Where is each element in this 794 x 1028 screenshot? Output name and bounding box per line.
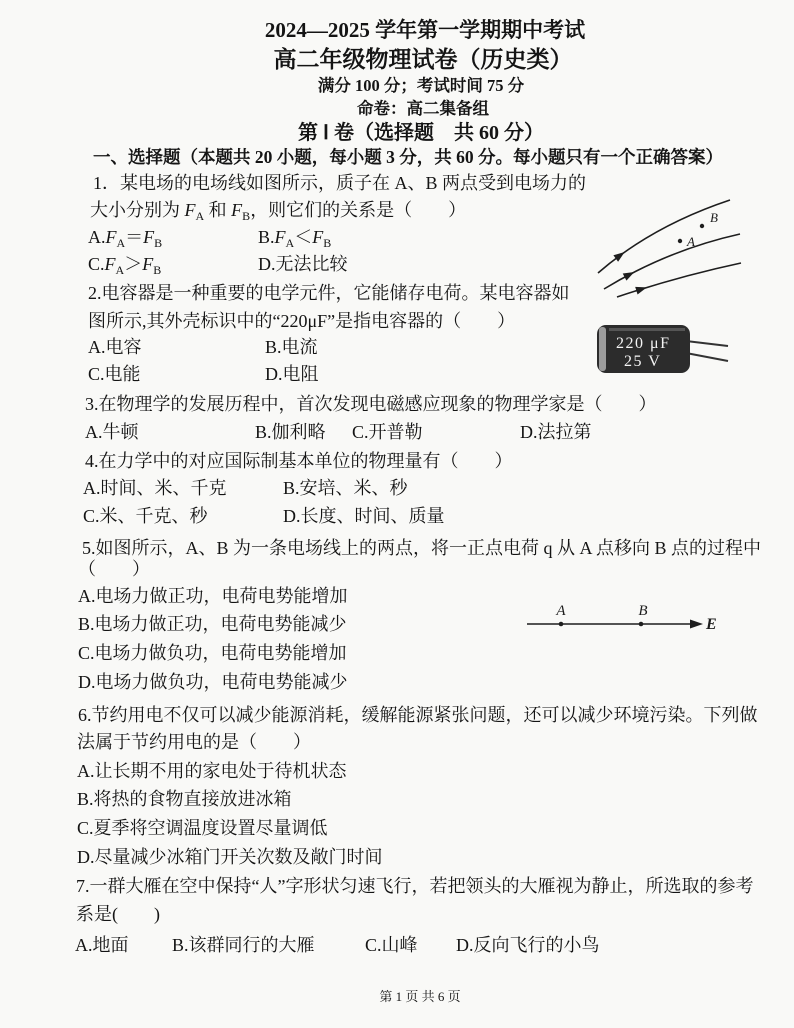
capacitance-label: 220 μF: [616, 335, 671, 352]
field-line-bottom: [617, 263, 741, 297]
q7-stem-line1: 7.一群大雁在空中保持“人”字形状匀速飞行，若把领头的大雁视为静止，所选取的参考: [76, 876, 754, 896]
capacitor-figure: [592, 318, 732, 380]
arrowhead-icon: [690, 620, 703, 629]
field-direction-label: E: [706, 616, 717, 633]
q6-option-c: C.夏季将空调温度设置尽量调低: [77, 818, 328, 838]
q5-option-c: C.电场力做负功，电荷电势能增加: [78, 643, 347, 663]
q4-option-b: B.安培、米、秒: [283, 478, 408, 498]
voltage-label: 25 V: [624, 353, 662, 370]
field-line-ab-figure: [520, 598, 720, 638]
arrowhead-icon: [623, 268, 636, 280]
option-label: D.: [258, 254, 276, 274]
q1-option-c: [88, 254, 162, 277]
point-a-label: A: [556, 603, 566, 619]
subscript: B: [242, 209, 251, 223]
q7-stem-line2: 系是( ): [76, 904, 160, 924]
point-a: [678, 239, 682, 243]
relation-symbol: ＜: [294, 227, 313, 247]
q4-option-c: C.米、千克、秒: [83, 506, 208, 526]
point-b-label: B: [710, 210, 718, 225]
q1-option-b: [258, 227, 332, 250]
q7-option-a: A.地面: [75, 935, 129, 955]
q5-stem-line2: （ ）: [78, 559, 150, 579]
q6-stem-line1: 6.节约用电不仅可以减少能源消耗，缓解能源紧张问题，还可以减少环境污染。下列做: [78, 705, 758, 725]
option-label: C.: [88, 254, 105, 274]
option-text: 无法比较: [275, 254, 348, 274]
exam-title: 2024—2025 学年第一学期期中考试: [264, 18, 586, 42]
force-symbol: F: [274, 227, 286, 247]
point-b: [639, 622, 644, 627]
q6-stem-line2: 法属于节约用电的是（ ）: [77, 732, 311, 752]
q3-option-d: D.法拉第: [520, 422, 592, 442]
q2-option-c: C.电能: [88, 364, 141, 384]
q1-option-d: [258, 255, 348, 273]
q1-stem-text: 大小分别为: [90, 200, 185, 220]
subscript: A: [285, 236, 295, 250]
q3-stem-line1: 3.在物理学的发展历程中，首次发现电磁感应现象的物理学家是（ ）: [85, 394, 657, 414]
point-b: [700, 224, 704, 228]
q2-stem-line1: 2.电容器是一种重要的电学元件，它能储存电荷。某电容器如: [88, 283, 570, 303]
paper-title: 高二年级物理试卷（历史类）: [273, 47, 573, 72]
q6-option-b: B.将热的食物直接放进冰箱: [77, 789, 292, 809]
force-symbol: F: [142, 254, 154, 274]
q2-option-b: B.电流: [265, 337, 318, 357]
capacitor-highlight: [609, 328, 685, 331]
force-symbol: F: [104, 254, 116, 274]
q6-option-a: A.让长期不用的家电处于待机状态: [77, 761, 347, 781]
q4-option-a: A.时间、米、千克: [83, 478, 227, 498]
q5-option-b: B.电场力做正功，电荷电势能减少: [78, 614, 347, 634]
force-symbol: F: [184, 200, 196, 220]
q3-option-c: C.开普勒: [352, 422, 423, 442]
capacitor-lead-lower: [686, 353, 728, 361]
author-info: 命卷：高二集备组: [357, 99, 489, 118]
part-title: 第 Ⅰ 卷（选择题 共 60 分）: [298, 122, 544, 144]
q5-option-d: D.电场力做负功，电荷电势能减少: [78, 672, 348, 692]
subscript: B: [154, 236, 163, 250]
force-symbol: F: [143, 227, 155, 247]
score-time-info: 满分 100 分；考试时间 75 分: [317, 76, 525, 95]
q7-option-b: B.该群同行的大雁: [172, 935, 315, 955]
subscript: A: [195, 209, 205, 223]
q7-option-c: C.山峰: [365, 935, 418, 955]
force-symbol: F: [312, 227, 324, 247]
q3-option-a: A.牛顿: [85, 422, 139, 442]
subscript: A: [116, 236, 126, 250]
option-label: B.: [258, 227, 275, 247]
option-label: A.: [88, 227, 106, 247]
capacitor-end-band: [599, 327, 606, 371]
section-heading: 一、选择题（本题共 20 小题，每小题 3 分，共 60 分。每小题只有一个正确答案）: [93, 147, 723, 167]
q4-option-d: D.长度、时间、质量: [283, 506, 445, 526]
force-symbol: F: [105, 227, 117, 247]
subscript: B: [323, 236, 332, 250]
subscript: A: [115, 263, 125, 277]
arrowhead-icon: [635, 284, 648, 295]
q1-stem-text: ，则它们的关系是（ ）: [250, 200, 467, 220]
point-a-label: A: [687, 234, 695, 249]
point-b-label: B: [638, 603, 648, 619]
q2-option-a: A.电容: [88, 337, 142, 357]
subscript: B: [153, 263, 162, 277]
q1-stem-line2: [90, 200, 467, 223]
relation-symbol: ＞: [124, 254, 143, 274]
capacitor-lead-upper: [686, 341, 728, 346]
page-number: 第 1 页 共 6 页: [379, 989, 461, 1004]
point-a: [559, 622, 564, 627]
force-symbol: F: [231, 200, 243, 220]
q1-stem-line1: 1．某电场的电场线如图所示，质子在 A、B 两点受到电场力的: [93, 173, 587, 193]
q4-stem-line1: 4.在力学中的对应国际制基本单位的物理量有（ ）: [85, 451, 513, 471]
electric-field-lines-figure: [588, 192, 743, 304]
q1-stem-text: 和: [204, 200, 232, 220]
q7-option-d: D.反向飞行的小鸟: [456, 935, 600, 955]
q1-option-a: [88, 227, 163, 250]
q2-option-d: D.电阻: [265, 364, 319, 384]
q5-stem-line1: 5.如图所示，A、B 为一条电场线上的两点，将一正点电荷 q 从 A 点移向 B 点的过程中: [82, 538, 762, 558]
relation-symbol: ＝: [125, 227, 144, 247]
q6-option-d: D.尽量减少冰箱门开关次数及敞门时间: [77, 847, 383, 867]
q2-stem-line2: 图所示,其外壳标识中的“220μF”是指电容器的（ ）: [88, 311, 516, 331]
q3-option-b: B.伽利略: [255, 422, 326, 442]
q5-option-a: A.电场力做正功，电荷电势能增加: [78, 586, 348, 606]
